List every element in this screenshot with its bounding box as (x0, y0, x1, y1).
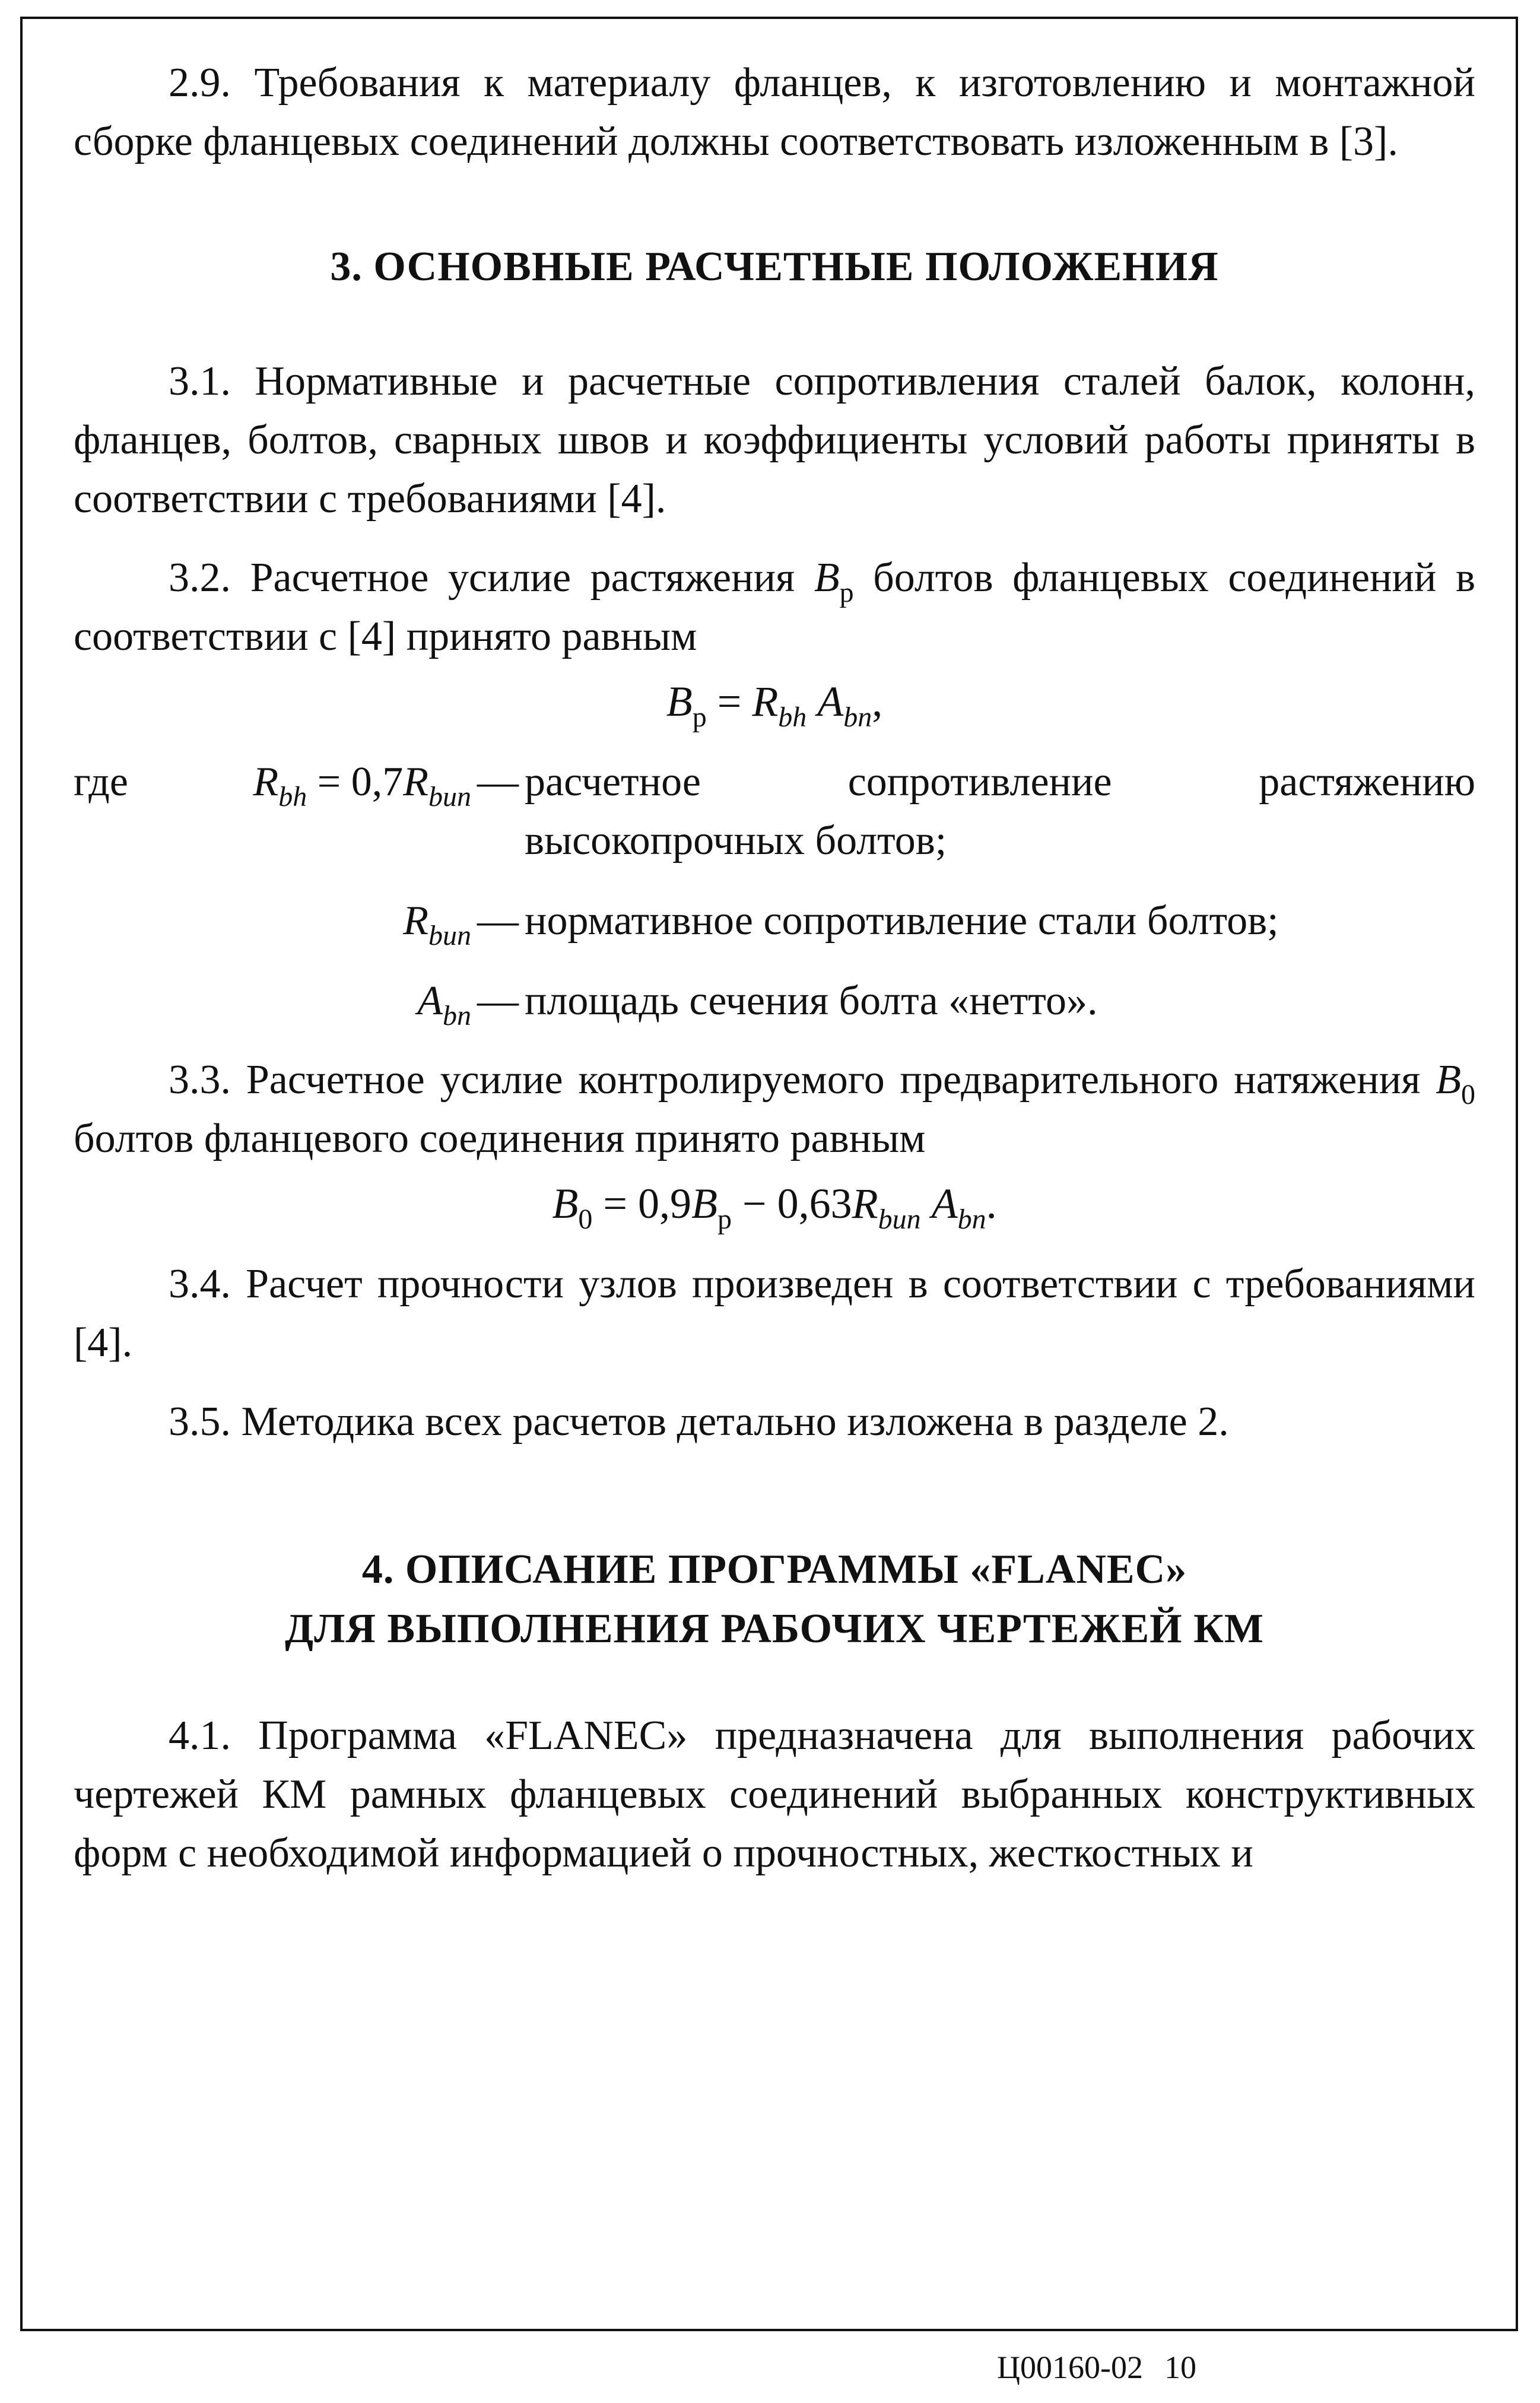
paragraph-4-1: 4.1. Программа «FLANEC» предназначена для выполнения рабочих чертежей КМ рамных фланцевых соединений выбранных конструктивных форм с необходимой информацией о прочностных, жесткостных и (74, 1713, 1475, 1876)
rbh-description: расчетное сопротивление растяжению высокопрочных болтов; (525, 759, 1475, 864)
paragraph-3-1: 3.1. Нормативные и расчетные сопротивления сталей балок, колонн, фланцев, болтов, сварных швов и коэффициенты условий работы приняты в соответствии с требованиями [4]. (74, 358, 1475, 522)
paragraph-3-3: 3.3. Расчетное усилие контролируемого предварительного натяжения $B_0$ болтов фланцевого соединения принято равным (74, 1057, 1475, 1161)
paragraph-3-5: 3.5. Методика всех расчетов детально изложена в разделе 2. (169, 1399, 1229, 1445)
rbun-description: нормативное сопротивление стали болтов; (525, 898, 1279, 944)
where-row-rbun: $R_{bun}$ — нормативное сопротивление стали болтов; (74, 891, 1475, 950)
paragraph-3-4: 3.4. Расчет прочности узлов произведен в соответствии с требованиями [4]. (74, 1261, 1475, 1366)
abn-description: площадь сечения болта «нетто». (525, 978, 1098, 1024)
formula-b0: $B_0 = 0,9B_р - 0,63R_{bun}$ $A_{bn}$. (552, 1180, 997, 1235)
paragraph-3-2: 3.2. Расчетное усилие растяжения $B_р$ болтов фланцевых соединений в соответствии с [4] принято равным (74, 555, 1476, 659)
page-number: 10 (1164, 2350, 1196, 2385)
where-row-rbh: где $R_{bh} = 0,7R_{bun}$ — расчетное сопротивление растяжению высокопрочных болтов; (74, 753, 1475, 870)
where-row-abn: $A_{bn}$ — площадь сечения болта «нетто». (74, 972, 1475, 1030)
section-4-heading-line2: ДЛЯ ВЫПОЛНЕНИЯ РАБОЧИХ ЧЕРТЕЖЕЙ КМ (285, 1606, 1264, 1652)
paragraph-2-9: 2.9. Требования к материалу фланцев, к изготовлению и монтажной сборке фланцевых соединений должны соответствовать изложенным в [3]. (74, 60, 1475, 164)
section-3-heading: 3. ОСНОВНЫЕ РАСЧЕТНЫЕ ПОЛОЖЕНИЯ (330, 244, 1219, 290)
document-code: Ц00160-02 (997, 2350, 1143, 2385)
formula-bp: $B_р = R_{bh}$ $A_{bn}$, (666, 678, 883, 733)
dash: — (477, 898, 519, 944)
section-4-heading-line1: 4. ОПИСАНИЕ ПРОГРАММЫ «FLANEC» (361, 1547, 1187, 1592)
document-body (74, 53, 1475, 1883)
dash: — (477, 759, 519, 805)
page-footer (997, 2347, 1196, 2388)
dash: — (477, 978, 519, 1024)
where-block (74, 753, 1475, 1030)
where-word: где (74, 759, 128, 805)
